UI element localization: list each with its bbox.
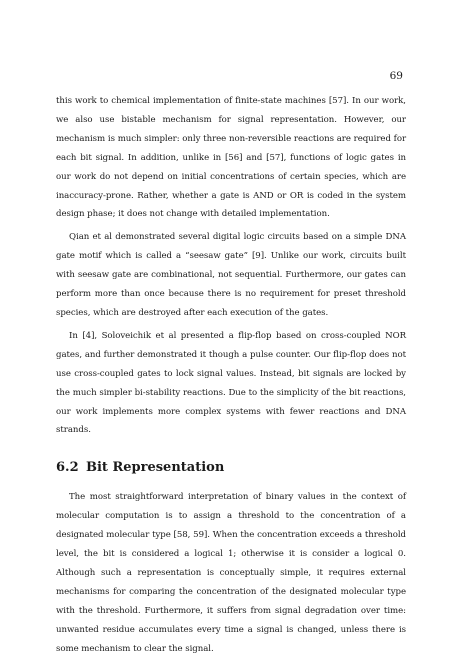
paragraph-flip-flop: In [4], Soloveichik et al presented a flip-flop based on cross-coupled NOR gates, and further demonstrated it though a pulse counter. Our flip-flop does not use cross-coupled gates to lock signal values. Instead, bit signals are locked by the much simpler bi-stability reactions. Due to the simplicity of the bit reactions, our work implements more complex systems with fewer reactions and DNA strands.: [56, 330, 406, 436]
section-heading: [56, 459, 406, 477]
paragraph-bit-representation: The most straightforward interpretation of binary values in the context of molecular computation is to assign a threshold to the concentration of a designated molecular type [58, 59]. When the concentration exceeds a threshold level, the bit is considered a logical 1; otherwise it is consider a logical 0. Although such a representation is conceptually simple, it requires external mechanisms for comparing the concentration of the designated molecular type with the threshold. Furthermore, it suffers from signal degradation over time: unwanted residue accumulates every time a signal is changed, unless there is some mechanism to clear the signal.: [56, 492, 406, 654]
section-number: 6.2: [56, 460, 79, 476]
page-number: 69: [389, 70, 403, 82]
section-title: Bit Representation: [86, 460, 225, 476]
paragraph-finite-state-machines: this work to chemical implementation of finite-state machines [57]. In our work, we also use bistable mechanism for signal representation. However, our mechanism is much simpler: only three non-reversible reactions are required for each bit signal. In addition, unlike in [56] and [57], functions of logic gates in our work do not depend on initial concentrations of certain species, which are inaccuracy-prone. Rather, whether a gate is AND or OR is coded in the system design phase; it does not change with detailed implementation.: [56, 96, 406, 220]
page-body: [56, 92, 406, 658]
paragraph-seesaw-gate: Qian et al demonstrated several digital logic circuits based on a simple DNA gate motif which is called a “seesaw gate” [9]. Unlike our work, circuits built with seesaw gate are combinational, not sequential. Furthermore, our gates can perform more than once because there is no requirement for preset threshold species, which are destroyed after each execution of the gates.: [56, 232, 406, 318]
